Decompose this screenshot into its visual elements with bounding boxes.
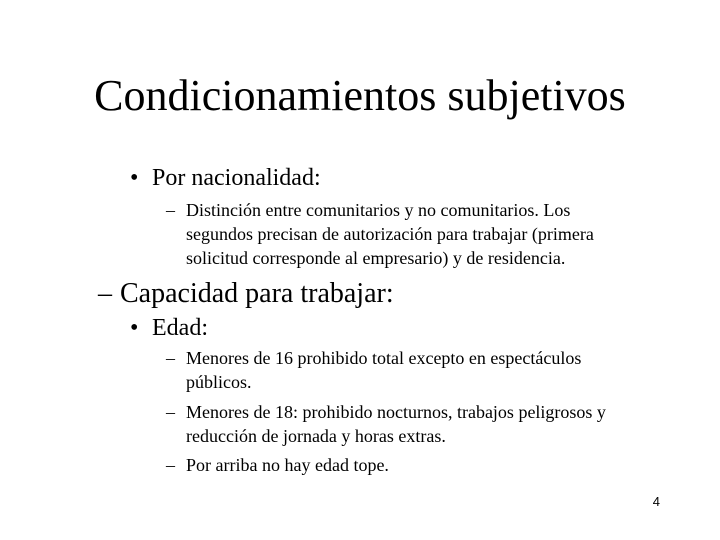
sub-item-text: Distinción entre comunitarios y no comunitarios. Los segundos precisan de autorización para trabajar (primera solicitud corresponde al empresario) y de residencia. (186, 200, 594, 268)
dash-marker: – (166, 200, 175, 220)
dash-marker: – (98, 278, 112, 309)
bullet-label: Edad: (152, 315, 208, 341)
sub-item-menores-18 (166, 400, 606, 448)
sub-item-menores-16 (166, 346, 581, 394)
bullet-edad (130, 314, 208, 342)
sub-item-text: Menores de 18: prohibido nocturnos, trabajos peligrosos y reducción de jornada y horas extras. (186, 402, 606, 446)
dash-marker: – (166, 455, 175, 475)
sub-item-text: Por arriba no hay edad tope. (186, 455, 389, 475)
bullet-nacionalidad (130, 164, 321, 192)
dash-marker: – (166, 402, 175, 422)
heading-label: Capacidad para trabajar: (120, 278, 394, 309)
dash-marker: – (166, 348, 175, 368)
bullet-marker: • (130, 315, 139, 341)
bullet-marker: • (130, 165, 139, 191)
bullet-label: Por nacionalidad: (152, 165, 321, 191)
sub-item-distincion (166, 198, 594, 270)
sub-item-text: Menores de 16 prohibido total excepto en espectáculos públicos. (186, 348, 582, 392)
slide-title: Condicionamientos subjetivos (94, 71, 626, 120)
heading-capacidad (98, 278, 394, 310)
sub-item-edad-tope (166, 453, 389, 477)
page-number: 4 (652, 494, 660, 509)
